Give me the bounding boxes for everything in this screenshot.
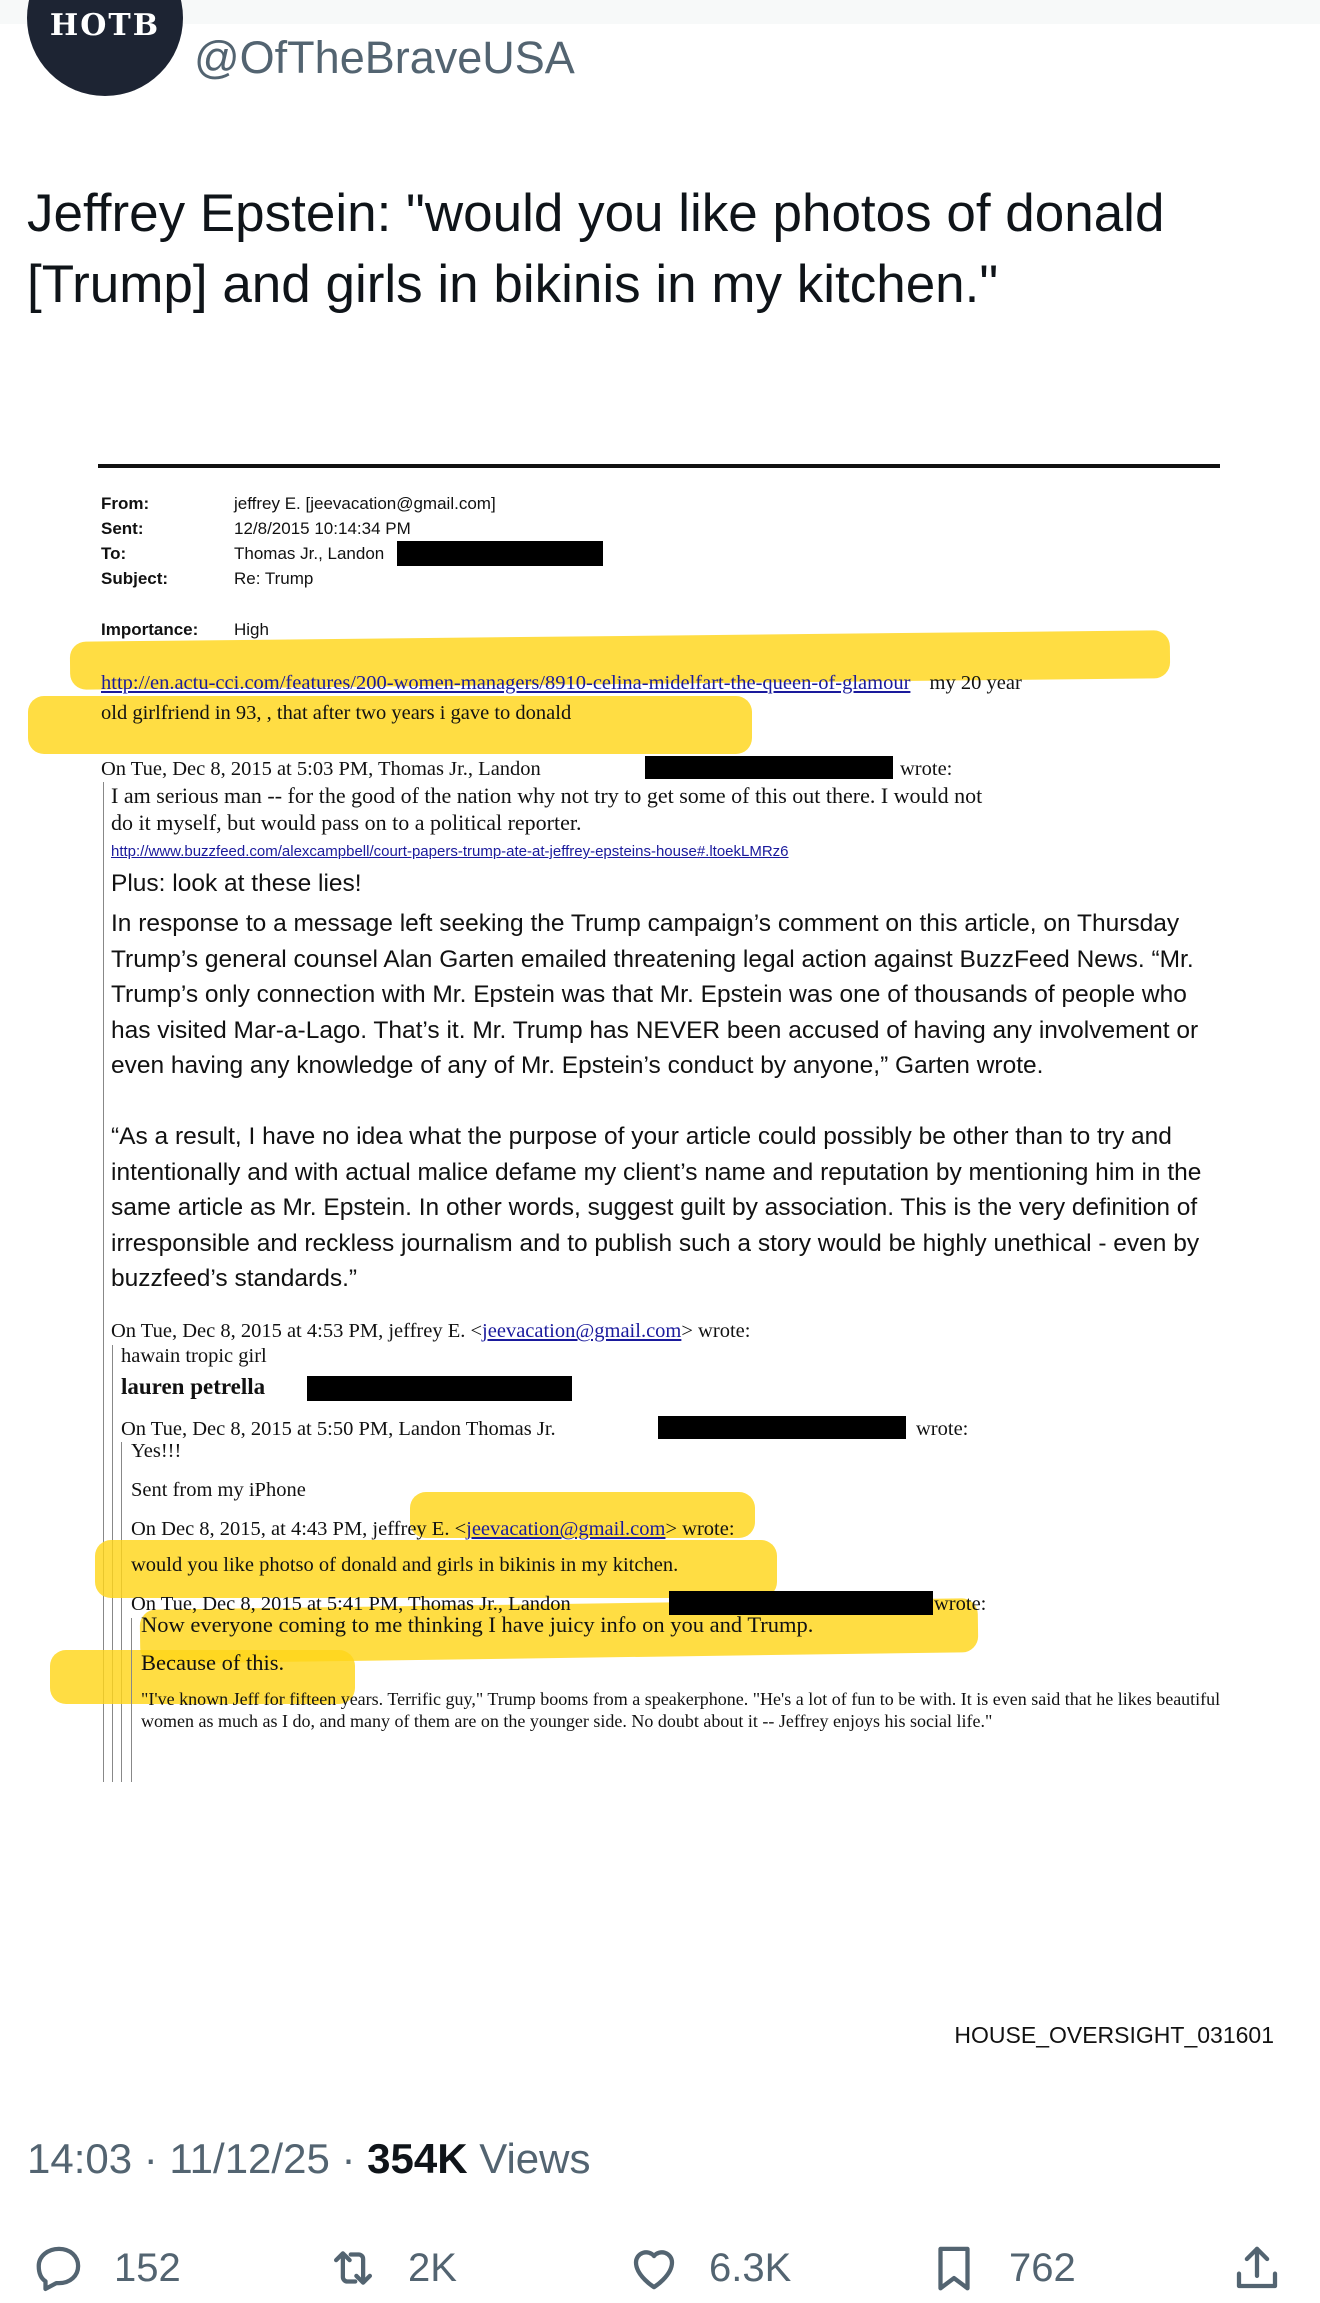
quote1-wrote: wrote: [900, 758, 953, 780]
document-id: HOUSE_OVERSIGHT_031601 [954, 2022, 1274, 2048]
quote5-wrote: wrote: [934, 1593, 987, 1615]
subject-label: Subject: [101, 569, 169, 588]
quote4-header-text: On Dec 8, 2015, at 4:43 PM, jeffrey E. < [131, 1518, 467, 1540]
reply-icon [32, 2241, 86, 2295]
sent-label: Sent: [101, 519, 144, 538]
trump-quote: "I've known Jeff for fifteen years. Terrific guy," Trump booms from a speakerphone. "He's a lot of fun to be with. It is even said that he likes beautiful women as much as I do, and many of them are on the younger side. No doubt about it -- Jeffrey enjoys his social life." [141, 1689, 1221, 1731]
quote4-header-tail: > wrote: [665, 1518, 735, 1540]
buzzfeed-link-line [111, 843, 789, 860]
quote2-header [111, 1320, 750, 1343]
avatar-logo-text: HOTB [49, 8, 161, 43]
because-line: Because of this. [141, 1650, 285, 1675]
email-link[interactable]: jeevacation@gmail.com [466, 1518, 666, 1540]
top-bar [0, 0, 1320, 24]
bookmark-count: 762 [1009, 2245, 1076, 2290]
plus-line: Plus: look at these lies! [111, 870, 362, 897]
juicy-line: Now everyone coming to me thinking I have juicy info on you and Trump. [141, 1612, 814, 1637]
first-link-line [101, 672, 1022, 695]
repost-icon [326, 2241, 380, 2295]
views-label: Views [467, 2135, 591, 2182]
tweet-text: Jeffrey Epstein: "would you like photos of donald [Trump] and girls in bikinis in my kitchen." [27, 184, 1165, 314]
girlfriend-line: old girlfriend in 93, , that after two years i gave to donald [101, 702, 572, 724]
first-line-tail: my 20 year [929, 672, 1022, 694]
quote2-header-tail: > wrote: [681, 1320, 751, 1342]
redaction-bar [397, 541, 603, 566]
quote1-line1: I am serious man -- for the good of the nation why not try to get some of this out there. I would not [111, 783, 983, 808]
quote3-wrote: wrote: [916, 1418, 969, 1440]
avatar[interactable] [27, 0, 183, 96]
document-image[interactable] [0, 440, 1320, 2080]
heart-icon [627, 2241, 681, 2295]
redaction-bar [645, 756, 893, 779]
subject-value: Re: Trump [234, 569, 314, 588]
to-value: Thomas Jr., Landon [234, 544, 385, 563]
tweet-meta [27, 2135, 590, 2183]
like-button[interactable] [627, 2240, 791, 2296]
malice-paragraph: “As a result, I have no idea what the purpose of your article could possibly be other than to try and intentionally and with actual malice defame my client’s name and reputation by mentioning him in the same article as Mr. Epstein. In other words, suggest guilt by association. This is the very definition of irresponsible and reckless journalism and to publish such a story would be highly unethical - even by buzzfeed’s standards.” [111, 1123, 1202, 1292]
lauren-line: lauren petrella [121, 1374, 266, 1399]
bookmark-button[interactable] [927, 2240, 1076, 2296]
email-link[interactable]: jeevacation@gmail.com [482, 1320, 682, 1342]
quote3-header: On Tue, Dec 8, 2015 at 5:50 PM, Landon Thomas Jr. [121, 1418, 556, 1440]
quote2-header-text: On Tue, Dec 8, 2015 at 4:53 PM, jeffrey E. < [111, 1320, 483, 1342]
buzzfeed-link[interactable]: http://www.buzzfeed.com/alexcampbell/court-papers-trump-ate-at-jeffrey-epsteins-house#.ltoekLMRz6 [111, 843, 789, 860]
sent-value: 12/8/2015 10:14:34 PM [234, 519, 411, 538]
quote5-header: On Tue, Dec 8, 2015 at 5:41 PM, Thomas Jr., Landon [131, 1593, 571, 1615]
share-icon [1230, 2241, 1284, 2295]
like-count: 6.3K [709, 2245, 792, 2290]
importance-label: Importance: [101, 620, 199, 639]
quote-bar [131, 1618, 132, 1782]
timestamp[interactable]: 14:03 · 11/12/25 · [27, 2135, 368, 2182]
redaction-bar [307, 1376, 572, 1401]
quote-bar [103, 782, 104, 1782]
reply-count: 152 [114, 2245, 181, 2290]
views-count: 354K [367, 2135, 468, 2182]
sent-from-iphone: Sent from my iPhone [131, 1479, 306, 1501]
quote1-header: On Tue, Dec 8, 2015 at 5:03 PM, Thomas Jr., Landon [101, 758, 541, 780]
redaction-bar [658, 1416, 906, 1439]
quote-bar [121, 1442, 122, 1782]
importance-value: High [234, 620, 269, 639]
bookmark-icon [927, 2241, 981, 2295]
share-button[interactable] [1230, 2240, 1312, 2296]
repost-count: 2K [408, 2245, 457, 2290]
hawaiin-line: hawain tropic girl [121, 1345, 267, 1367]
quote4-header [131, 1518, 735, 1541]
from-label: From: [101, 494, 150, 513]
celina-link[interactable]: http://en.actu-cci.com/features/200-women-managers/8910-celina-midelfart-the-queen-of-glamour [101, 672, 911, 694]
to-label: To: [101, 544, 127, 563]
reply-button[interactable] [32, 2240, 181, 2296]
action-bar [0, 2240, 1320, 2300]
quote1-line2: do it myself, but would pass on to a political reporter. [111, 810, 582, 835]
yes-line: Yes!!! [131, 1440, 182, 1462]
kitchen-line: would you like photso of donald and girls in bikinis in my kitchen. [131, 1554, 679, 1576]
garten-paragraph: In response to a message left seeking the Trump campaign’s comment on this article, on Thursday Trump’s general counsel Alan Garten emailed threatening legal action against BuzzFeed News. “Mr. Trump’s only connection with Mr. Epstein was that Mr. Epstein was one of thousands of people who has visited Mar-a-Lago. That’s it. Mr. Trump has NEVER been accused of having any involvement or even having any knowledge of any of Mr. Epstein’s conduct by anyone,” Garten wrote. [111, 910, 1199, 1079]
repost-button[interactable] [326, 2240, 457, 2296]
user-handle[interactable]: @OfTheBraveUSA [194, 32, 575, 83]
document-rule [98, 464, 1220, 468]
from-value: jeffrey E. [jeevacation@gmail.com] [234, 494, 496, 513]
